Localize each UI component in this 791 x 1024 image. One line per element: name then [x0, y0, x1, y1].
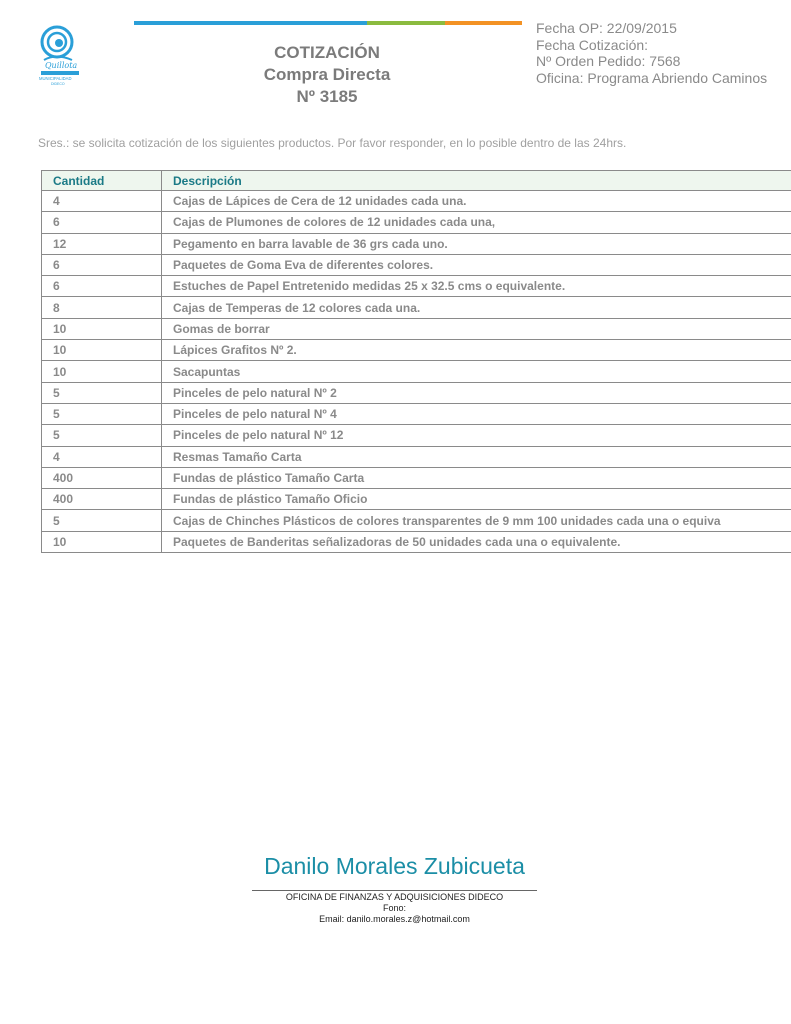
table-row [42, 425, 791, 446]
header-descripcion: Descripción [162, 171, 791, 191]
table-row [42, 531, 791, 552]
row-cantidad: 4 [42, 446, 162, 467]
row-descripcion: Pinceles de pelo natural Nº 2 [162, 382, 791, 403]
row-descripcion: Pinceles de pelo natural Nº 4 [162, 403, 791, 424]
table-row [42, 361, 791, 382]
intro-text: Sres.: se solicita cotización de los siguientes productos. Por favor responder, en lo posible dentro de las 24hrs. [38, 136, 627, 150]
row-descripcion: Gomas de borrar [162, 318, 791, 339]
signatory-office: OFICINA DE FINANZAS Y ADQUISICIONES DIDECO [285, 892, 504, 902]
row-cantidad: 6 [42, 254, 162, 275]
table-header-row [42, 171, 791, 191]
signatory-name: Danilo Morales Zubicueta [264, 853, 525, 879]
signatory-details [252, 892, 537, 925]
logo-subtext: DIDECO [51, 82, 65, 86]
order-meta [536, 20, 767, 86]
header-cantidad: Cantidad [42, 171, 162, 191]
row-cantidad: 5 [42, 403, 162, 424]
row-cantidad: 6 [42, 276, 162, 297]
logo-text: MUNICIPALIDAD [39, 76, 72, 81]
row-cantidad: 10 [42, 340, 162, 361]
table-row [42, 318, 791, 339]
products-table [41, 170, 791, 553]
row-cantidad: 10 [42, 531, 162, 552]
orden-pedido: Nº Orden Pedido: 7568 [536, 53, 681, 69]
signatory-email: Email: danilo.morales.z@hotmail.com [319, 914, 470, 924]
row-descripcion: Cajas de Temperas de 12 colores cada una. [162, 297, 791, 318]
row-descripcion: Estuches de Papel Entretenido medidas 25 x 32.5 cms o equivalente. [162, 276, 791, 297]
row-cantidad: 4 [42, 191, 162, 212]
row-descripcion: Fundas de plástico Tamaño Oficio [162, 489, 791, 510]
table-row [42, 297, 791, 318]
row-descripcion: Pinceles de pelo natural Nº 12 [162, 425, 791, 446]
fecha-op: Fecha OP: 22/09/2015 [536, 20, 677, 36]
row-cantidad: 10 [42, 318, 162, 339]
row-descripcion: Pegamento en barra lavable de 36 grs cada uno. [162, 233, 791, 254]
table-row [42, 510, 791, 531]
row-cantidad: 5 [42, 382, 162, 403]
table-row [42, 233, 791, 254]
row-cantidad: 400 [42, 467, 162, 488]
header-color-bar [134, 21, 522, 25]
row-cantidad: 8 [42, 297, 162, 318]
oficina: Oficina: Programa Abriendo Caminos [536, 69, 768, 86]
table-row [42, 276, 791, 297]
municipality-logo [36, 20, 86, 86]
row-cantidad: 10 [42, 361, 162, 382]
row-cantidad: 400 [42, 489, 162, 510]
signatory-phone: Fono: [382, 903, 406, 913]
table-row [42, 382, 791, 403]
row-descripcion: Paquetes de Goma Eva de diferentes colores. [162, 254, 791, 275]
document-number: Nº 3185 [296, 87, 358, 106]
document-subtitle: Compra Directa [263, 65, 391, 84]
color-bar-orange [445, 21, 522, 25]
table-row [42, 191, 791, 212]
row-descripcion: Paquetes de Banderitas señalizadoras de 50 unidades cada una o equivalente. [162, 531, 791, 552]
row-cantidad: 6 [42, 212, 162, 233]
color-bar-blue [134, 21, 367, 25]
table-row [42, 403, 791, 424]
table-row [42, 340, 791, 361]
fecha-cotizacion: Fecha Cotización: [536, 36, 649, 53]
table-row [42, 446, 791, 467]
row-descripcion: Cajas de Lápices de Cera de 12 unidades cada una. [162, 191, 791, 212]
row-descripcion: Cajas de Chinches Plásticos de colores transparentes de 9 mm 100 unidades cada una o equiva [162, 510, 791, 531]
logo-script: Quillota [45, 61, 78, 70]
row-cantidad: 5 [42, 510, 162, 531]
color-bar-green [367, 21, 445, 25]
table-row [42, 489, 791, 510]
row-descripcion: Fundas de plástico Tamaño Carta [162, 467, 791, 488]
row-cantidad: 5 [42, 425, 162, 446]
row-descripcion: Resmas Tamaño Carta [162, 446, 791, 467]
document-title: COTIZACIÓN [274, 43, 380, 62]
row-descripcion: Lápices Grafitos Nº 2. [162, 340, 791, 361]
row-descripcion: Sacapuntas [162, 361, 791, 382]
table-row [42, 467, 791, 488]
row-cantidad: 12 [42, 233, 162, 254]
signature-line [252, 890, 537, 891]
row-descripcion: Cajas de Plumones de colores de 12 unidades cada una, [162, 212, 791, 233]
document-title-block [212, 42, 442, 108]
table-row [42, 254, 791, 275]
table-row [42, 212, 791, 233]
